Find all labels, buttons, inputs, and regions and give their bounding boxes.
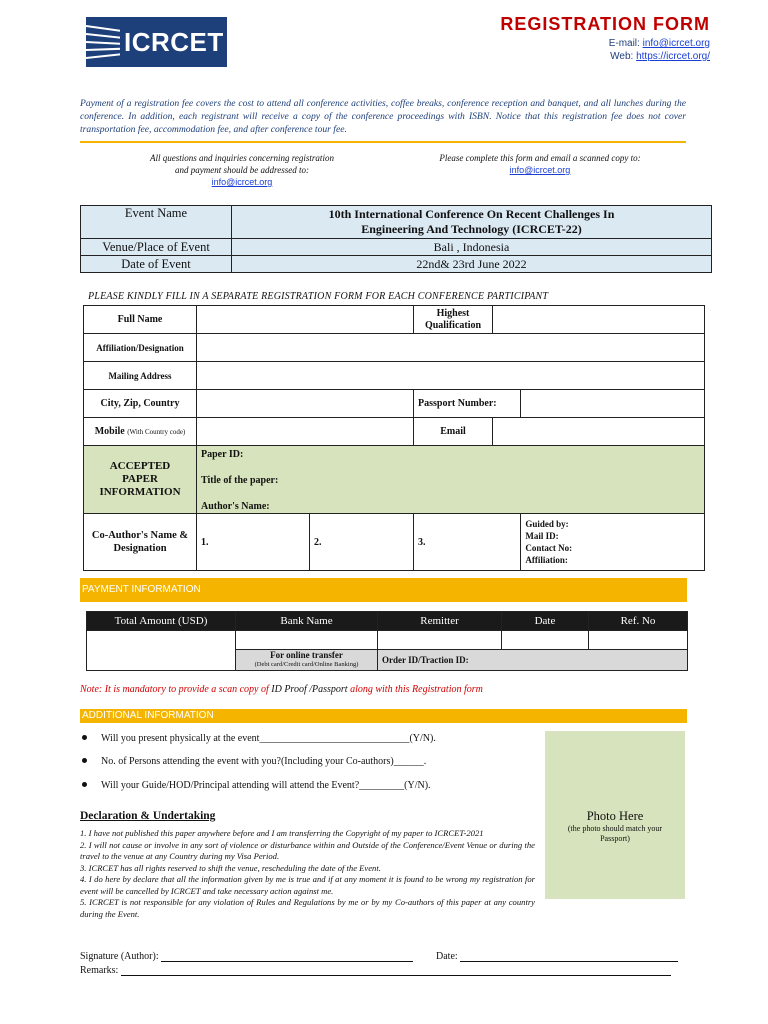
signature-label: Signature (Author): [80, 951, 159, 962]
question-2: No. of Persons attending the event with you?(Including your Co-authors)______. [80, 756, 426, 767]
full-name-field[interactable] [197, 306, 414, 334]
declaration-item: 4. I do here by declare that all the information given by me is true and if at any moment it is found to be wrong my registration for event will be cancelled by ICRCET and take necessary action against me. [80, 874, 535, 896]
bullet-icon [82, 735, 87, 740]
remitter-field[interactable] [378, 631, 502, 650]
signature-row [80, 951, 413, 962]
left-info-email[interactable]: info@icrcet.org [211, 177, 273, 187]
guide-info[interactable]: Guided by: Mail ID: Contact No: Affiliation: [521, 514, 705, 571]
declaration-item: 3. ICRCET has all rights reserved to shift the venue, rescheduling the date of the Event. [80, 862, 381, 873]
left-info: All questions and inquiries concerning registration and payment should be addressed to: info@icrcet.org [150, 153, 334, 187]
venue-value: Bali , Indonesia [232, 239, 712, 256]
co-author-2[interactable]: 2. [310, 514, 414, 571]
co-author-1[interactable]: 1. [197, 514, 310, 571]
web-link[interactable]: https://icrcet.org/ [636, 51, 710, 62]
page-title: REGISTRATION FORM [500, 14, 710, 34]
col-remitter: Remitter [378, 612, 502, 631]
mandatory-note: Note: It is mandatory to provide a scan copy of ID Proof /Passport along with this Registration form [80, 684, 483, 695]
payment-table [86, 611, 688, 671]
declaration-list [80, 828, 535, 920]
total-amount-field[interactable] [87, 631, 236, 671]
event-name-value: 10th International Conference On Recent Challenges In Engineering And Technology (ICRCET-22) [232, 206, 712, 239]
co-author-label: Co-Author's Name & Designation [84, 514, 197, 571]
accepted-paper-label: ACCEPTED PAPER INFORMATION [84, 446, 197, 514]
contact-web: Web: https://icrcet.org/ [610, 51, 710, 62]
remarks-field[interactable] [121, 965, 671, 976]
affiliation-field[interactable] [197, 334, 705, 362]
icrcet-logo [86, 17, 227, 67]
city-field[interactable] [197, 390, 414, 418]
city-label: City, Zip, Country [84, 390, 197, 418]
photo-title: Photo Here [586, 809, 644, 823]
event-name-label: Event Name [81, 206, 232, 239]
bank-name-field[interactable] [236, 631, 378, 650]
date-row [436, 951, 678, 962]
event-table [80, 205, 712, 273]
mobile-label: Mobile (With Country code) [84, 418, 197, 446]
question-3: Will your Guide/HOD/Principal attending will attend the Event?_________(Y/N). [80, 780, 431, 791]
additional-heading: ADDITIONAL INFORMATION [80, 709, 687, 723]
col-bank-name: Bank Name [236, 612, 378, 631]
divider [80, 141, 686, 143]
logo-mark-icon [86, 17, 120, 67]
author-name-label: Author's Name: [201, 501, 270, 512]
right-info-email[interactable]: info@icrcet.org [509, 165, 571, 175]
online-transfer-cell: For online transfer (Debt card/Credit card/Online Banking) [236, 650, 378, 671]
signature-field[interactable] [161, 951, 413, 962]
col-ref-no: Ref. No [589, 612, 688, 631]
bullet-icon [82, 782, 87, 787]
order-id-field[interactable]: Order ID/Traction ID: [378, 650, 688, 671]
co-author-3[interactable]: 3. [414, 514, 521, 571]
mailing-address-field[interactable] [197, 362, 705, 390]
form-notice: PLEASE KINDLY FILL IN A SEPARATE REGISTRATION FORM FOR EACH CONFERENCE PARTICIPANT [88, 291, 549, 302]
intro-text: Payment of a registration fee covers the cost to attend all conference activities, coffee breaks, conference reception and banquet, and all lunches during the conference. In addition, each registrant will receive a copy of the conference proceedings with ISBN. Notice that this registration fee does not cover transportation fee, accommodation fee, and after conference tour fee. [80, 98, 686, 135]
col-date: Date [502, 612, 589, 631]
paper-id-label: Paper ID: [201, 449, 244, 460]
remarks-label: Remarks: [80, 965, 119, 976]
question-1: Will you present physically at the event______________________________(Y/N). [80, 733, 436, 744]
sign-date-label: Date: [436, 951, 458, 962]
full-name-label: Full Name [84, 306, 197, 334]
bullet-icon [82, 758, 87, 763]
date-value: 22nd& 23rd June 2022 [232, 256, 712, 273]
ref-no-field[interactable] [589, 631, 688, 650]
email-label: Email [414, 418, 493, 446]
remarks-row [80, 965, 671, 976]
highest-qualification-label: Highest Qualification [414, 306, 493, 334]
declaration-item: 1. I have not published this paper anywhere before and I am transferring the Copyright of my paper to ICRCET-2021 [80, 828, 484, 838]
photo-note: (the photo should match your Passport) [567, 824, 663, 843]
sign-date-field[interactable] [460, 951, 678, 962]
paper-info-field[interactable] [197, 446, 705, 514]
email-link[interactable]: info@icrcet.org [642, 38, 710, 49]
payment-heading: PAYMENT INFORMATION [80, 578, 687, 602]
date-field[interactable] [502, 631, 589, 650]
declaration-item: 5. ICRCET is not responsible for any violation of Rules and Regulations by me or by my Co-authors of this paper at any country during the Event. [80, 897, 535, 919]
registration-table [83, 305, 705, 571]
affiliation-label: Affiliation/Designation [84, 334, 197, 362]
photo-box[interactable] [545, 731, 685, 899]
mobile-field[interactable] [197, 418, 414, 446]
date-label: Date of Event [81, 256, 232, 273]
passport-label: Passport Number: [414, 390, 521, 418]
right-info: Please complete this form and email a scanned copy to: info@icrcet.org [439, 153, 641, 175]
declaration-item: 2. I will not cause or involve in any sort of violence or disturbance within and Outside of the Conference/Event Venue or during the travel to the venue at any Country during my Visa Period. [80, 839, 535, 861]
mailing-address-label: Mailing Address [84, 362, 197, 390]
paper-title-label: Title of the paper: [201, 475, 279, 486]
contact-email: E-mail: info@icrcet.org [608, 38, 710, 49]
highest-qualification-field[interactable] [493, 306, 705, 334]
email-field[interactable] [493, 418, 705, 446]
passport-field[interactable] [521, 390, 705, 418]
declaration-heading: Declaration & Undertaking [80, 810, 216, 822]
venue-label: Venue/Place of Event [81, 239, 232, 256]
col-total-amount: Total Amount (USD) [87, 612, 236, 631]
logo-text: ICRCET [124, 26, 224, 57]
